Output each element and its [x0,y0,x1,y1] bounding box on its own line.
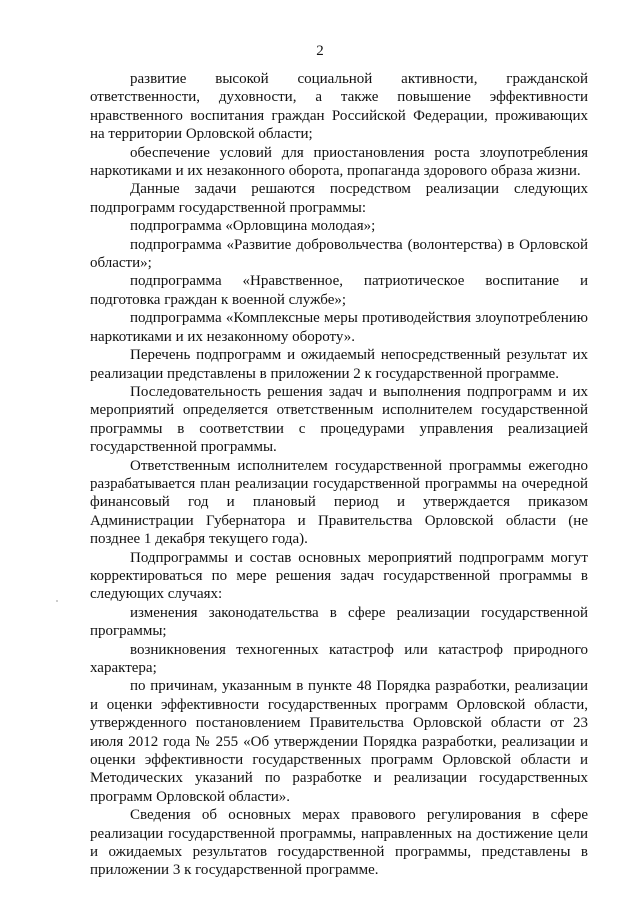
list-item-subprogram-4: подпрограмма «Комплексные меры противодействия злоупотреблению наркотиками и их незаконному обороту». [90,310,588,345]
paragraph-legal-measures: Сведения об основных мерах правового регулирования в сфере реализации государственной программы, направленных на достижение цели и ожидаемых результатов государственной программы, представлены в приложении 3 к государственной программе. [90,807,588,879]
paragraph-corrections: Подпрограммы и состав основных мероприятий подпрограмм могут корректироваться по мере решения задач государственной программы в следующих случаях: [90,549,588,603]
page-number: 2 [316,43,324,59]
scan-speck [56,600,58,602]
list-item-case-law-changes: изменения законодательства в сфере реализации государственной программы; [90,604,588,640]
list-item-case-other-reasons: по причинам, указанным в пункте 48 Порядка разработки, реализации и оценки эффективности государственных программ Орловской области, утвержденного постановлением Правительства Орловской области от 23 июля 2012 года № 255 «Об утверждении Порядка разработки, реализации и оценки эффективности государственных программ Орловской области и Методических указаний по разработке и реализации государственных программ Орловской области». [90,678,588,805]
paragraph-tasks-intro: Данные задачи решаются посредством реализации следующих подпрограмм государственной программы: [90,181,588,216]
document-body [90,70,588,880]
paragraph-goal-drugs: обеспечение условий для приостановления роста злоупотребления наркотиками и их незаконного оборота, пропаганда здорового образа жизни. [90,144,588,180]
list-item-subprogram-1: подпрограмма «Орловщина молодая»; [130,218,376,235]
list-item-case-disasters: возникновения техногенных катастроф или катастроф природного характера; [90,641,588,676]
paragraph-goal-activity: развитие высокой социальной активности, гражданской ответственности, духовности, а также повышение эффективности нравственного воспитания граждан Российской Федерации, проживающих на территории Орловской области; [90,71,588,143]
paragraph-sequence: Последовательность решения задач и выполнения подпрограмм и их мероприятий определяется ответственным исполнителем государственной программы в соответствии с процедурами управления реализацией государственной программы. [90,383,588,456]
list-item-subprogram-2: подпрограмма «Развитие добровольчества (волонтерства) в Орловской области»; [90,236,588,272]
list-item-subprogram-3: подпрограмма «Нравственное, патриотическое воспитание и подготовка граждан к военной службе»; [90,273,588,308]
paragraph-annual-plan: Ответственным исполнителем государственной программы ежегодно разрабатывается план реализации государственной программы на очередной финансовый год и плановый период и утверждается приказом Администрации Губернатора и Правительства Орловской области (не позднее 1 декабря текущего года). [90,457,588,548]
paragraph-results-list: Перечень подпрограмм и ожидаемый непосредственный результат их реализации представлены в приложении 2 к государственной программе. [90,347,588,382]
